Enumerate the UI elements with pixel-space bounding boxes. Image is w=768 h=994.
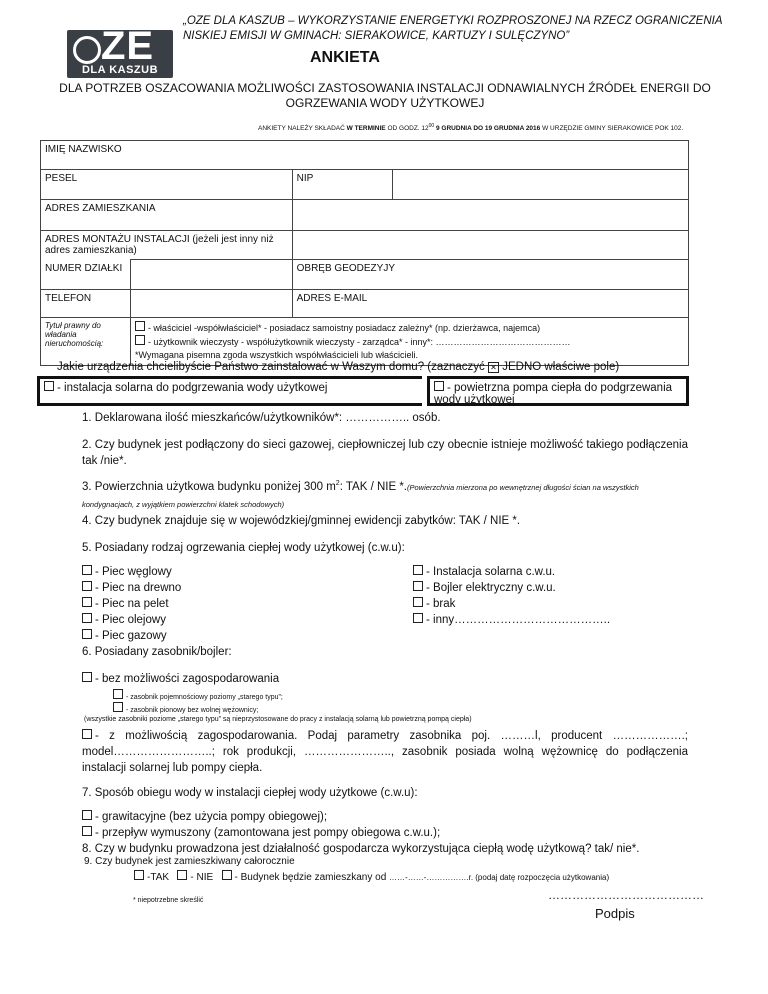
option-nie[interactable]: - NIE: [177, 872, 213, 883]
plot-field[interactable]: [41, 260, 131, 290]
checkbox-icon[interactable]: [134, 870, 144, 880]
option-tak[interactable]: -TAK: [134, 872, 169, 883]
ownership-line-2[interactable]: - użytkownik wieczysty - współużytkownik wieczysty - zarządca* - inny*: ………………………………………: [135, 335, 684, 349]
checkbox-icon[interactable]: [82, 613, 92, 623]
option-gas[interactable]: - Piec gazowy: [82, 628, 232, 644]
option-solar-cwu[interactable]: - Instalacja solarna c.w.u.: [413, 564, 610, 580]
ownership-label: Tytuł prawny do władania nieruchomością:: [41, 318, 131, 366]
question-3-note: (Powierzchnia mierzona po wewnętrznej długości ścian na wszystkich kondygnacjach, z wyjątkiem powierzchni klatek schodowych): [82, 482, 639, 509]
checkbox-icon[interactable]: [434, 381, 444, 391]
nip-label: NIP: [296, 173, 314, 184]
checkbox-icon[interactable]: [413, 565, 423, 575]
ownership-line-3: *Wymagana pisemna zgoda wszystkich współwłaścicieli lub właścicieli.: [134, 350, 418, 360]
document-title: ANKIETA: [310, 49, 380, 66]
district-field[interactable]: [292, 260, 688, 290]
checkbox-icon[interactable]: [82, 597, 92, 607]
ownership-line-1[interactable]: - właściciel -współwłaściciel* - posiadacz samoistny posiadacz zależny* (np. dzierżawca, najemca): [135, 321, 684, 335]
logo-ring-icon: [73, 36, 101, 64]
checkbox-icon[interactable]: [82, 581, 92, 591]
option-wood[interactable]: - Piec na drewno: [82, 580, 232, 596]
checkbox-icon[interactable]: [82, 565, 92, 575]
checkbox-icon[interactable]: [82, 629, 92, 639]
checked-box-icon: ✕: [488, 362, 499, 373]
checkbox-icon[interactable]: [82, 729, 92, 739]
question-8: 8. Czy w budynku prowadzona jest działalność gospodarcza wykorzystująca ciepłą wodę użytkową? tak/ nie*.: [82, 843, 640, 855]
logo-main-text: ZE: [101, 24, 155, 68]
question-7: 7. Sposób obiegu wody w instalacji ciepłej wody użytkowe (c.w.u):: [82, 787, 418, 799]
question-4: 4. Czy budynek znajduje się w wojewódzkiej/gminnej ewidencji zabytków: TAK / NIE *.: [82, 515, 521, 527]
question-6: 6. Posiadany zasobnik/bojler:: [82, 646, 232, 658]
address-label: ADRES ZAMIESZKANIA: [45, 203, 156, 214]
deadline-note: ANKIETY NALEŻY SKŁADAĆ W TERMINIE OD GODZ. $12^{00}$ 9 GRUDNIA DO 19 GRUDNIA 2016 W URZĘDZIE GMINY SIERAKOWICE POK 102.: [258, 123, 684, 133]
pesel-label: PESEL: [45, 173, 78, 184]
tank-note: (wszystkie zasobniki poziome „starego typu” są nieprzystosowane do pracy z instalacją solarną lub powietrzną pompą ciepła): [84, 716, 472, 723]
email-label: ADRES E-MAIL: [296, 293, 368, 304]
option-solar[interactable]: - instalacja solarna do podgrzewania wody użytkowej: [37, 376, 422, 406]
checkbox-icon[interactable]: [413, 613, 423, 623]
checkbox-icon[interactable]: [413, 581, 423, 591]
checkbox-icon[interactable]: [222, 870, 232, 880]
question-5: 5. Posiadany rodzaj ogrzewania ciepłej wody użytkowej (c.w.u):: [82, 542, 405, 554]
question-2: 2. Czy budynek jest podłączony do sieci gazowej, ciepłowniczej lub czy obecnie istnieje możliwość takiego podłączenia tak /nie*.: [82, 439, 688, 467]
checkbox-icon[interactable]: [113, 689, 123, 699]
nip-field[interactable]: [292, 170, 392, 200]
install-address-field[interactable]: [41, 231, 293, 260]
address-field[interactable]: [41, 200, 293, 231]
option-oil[interactable]: - Piec olejowy: [82, 612, 232, 628]
checkbox-icon[interactable]: [82, 826, 92, 836]
plot-value[interactable]: [130, 260, 292, 290]
install-address-label: ADRES MONTAŻU INSTALACJI (jeżeli jest inny niż adres zamieszkania): [45, 234, 274, 256]
plot-label: NUMER DZIAŁKI: [45, 262, 123, 274]
checkbox-icon[interactable]: [135, 321, 145, 331]
checkbox-icon[interactable]: [44, 381, 54, 391]
install-address-value[interactable]: [292, 231, 688, 260]
heating-options-right: [413, 564, 610, 628]
question-9: 9. Czy budynek jest zamieszkiwany całorocznie: [84, 856, 295, 867]
name-field[interactable]: [41, 141, 689, 170]
occupancy-options: [134, 870, 609, 883]
option-heatpump[interactable]: - powietrzna pompa ciepła do podgrzewania wody użytkowej: [427, 376, 689, 406]
tank-option-usable[interactable]: - z możliwością zagospodarowania. Podaj parametry zasobnika poj. ………l, producent ……………….; model……………………..; rok produkcji, ………………….., zasobnik posiada wolną wężownicę do podłączenia instalacji solarnej lub pompy ciepła.: [82, 730, 688, 774]
name-label: IMIĘ NAZWISKO: [45, 144, 122, 155]
logo-sub-text: DLA KASZUB: [81, 64, 159, 76]
checkbox-icon[interactable]: [82, 810, 92, 820]
device-question: [37, 359, 689, 409]
option-pellet[interactable]: - Piec na pelet: [82, 596, 232, 612]
oze-logo: [67, 24, 173, 78]
nip-value[interactable]: [392, 170, 689, 200]
document-subtitle: DLA POTRZEB OSZACOWANIA MOŻLIWOŚCI ZASTOSOWANIA INSTALACJI ODNAWIALNYCH ŹRÓDEŁ ENERGII DO OGRZEWANIA WODY UŻYTKOWEJ: [59, 81, 711, 110]
phone-field[interactable]: [41, 290, 131, 318]
email-field[interactable]: [292, 290, 688, 318]
checkbox-icon[interactable]: [135, 335, 145, 345]
checkbox-icon[interactable]: [82, 672, 92, 682]
footnote: * niepotrzebne skreślić: [133, 897, 204, 904]
heating-options-left: [82, 564, 232, 660]
question-3: 3. Powierzchnia użytkowa budynku poniżej 300 $m^2$: TAK / NIE *.(Powierzchnia mierzona po wewnętrznej długości ścian na wszystkich kondygnacjach, z wyjątkiem powierzchni klatek schodowych): [82, 480, 639, 509]
option-coal[interactable]: - Piec węglowy: [82, 564, 232, 580]
date-field[interactable]: ……-……-…………….r. (podaj datę rozpoczęcia użytkowania): [389, 873, 610, 882]
phone-label: TELEFON: [45, 293, 92, 304]
phone-value[interactable]: [130, 290, 292, 318]
tank-sub-horizontal[interactable]: - zasobnik pojemnościowy poziomy „starego typu”;: [113, 689, 283, 701]
checkbox-icon[interactable]: [413, 597, 423, 607]
applicant-form: [40, 140, 689, 366]
signature-label: Podpis: [595, 906, 635, 921]
tank-sub-vertical[interactable]: - zasobnik pionowy bez wolnej wężownicy;: [113, 702, 258, 714]
option-gravity[interactable]: - grawitacyjne (bez użycia pompy obiegowej);: [82, 809, 639, 825]
checkbox-icon[interactable]: [113, 702, 123, 712]
circulation-options: [82, 809, 639, 857]
option-none[interactable]: - brak: [413, 596, 610, 612]
device-question-text: Jakie urządzenia chcielibyście Państwo zainstalować w Waszym domu? (zaznaczyć ✕ JEDNO właściwe pole): [57, 361, 620, 373]
option-forced[interactable]: - przepływ wymuszony (zamontowana jest pompy obiegowa c.w.u.);: [82, 825, 639, 841]
option-future[interactable]: - Budynek będzie zamieszkany od: [222, 872, 387, 883]
checkbox-icon[interactable]: [177, 870, 187, 880]
pesel-field[interactable]: [41, 170, 293, 200]
signature-line[interactable]: …………………………………: [548, 888, 704, 902]
district-label: OBRĘB GEODEZYJY: [296, 263, 395, 274]
question-1: 1. Deklarowana ilość mieszkańców/użytkowników*: …………….. osób.: [82, 412, 441, 424]
option-other[interactable]: - inny…………………………………..: [413, 612, 610, 628]
address-value[interactable]: [292, 200, 688, 231]
project-title: „OZE DLA KASZUB – WYKORZYSTANIE ENERGETYKI ROZPROSZONEJ NA RZECZ OGRANICZENIA NISKIEJ EMISJI W GMINACH: SIERAKOWICE, KARTUZY I SULĘCZYNO”: [183, 15, 723, 42]
tank-option-none[interactable]: - bez możliwości zagospodarowania: [82, 671, 279, 687]
option-electric-boiler[interactable]: - Bojler elektryczny c.w.u.: [413, 580, 610, 596]
